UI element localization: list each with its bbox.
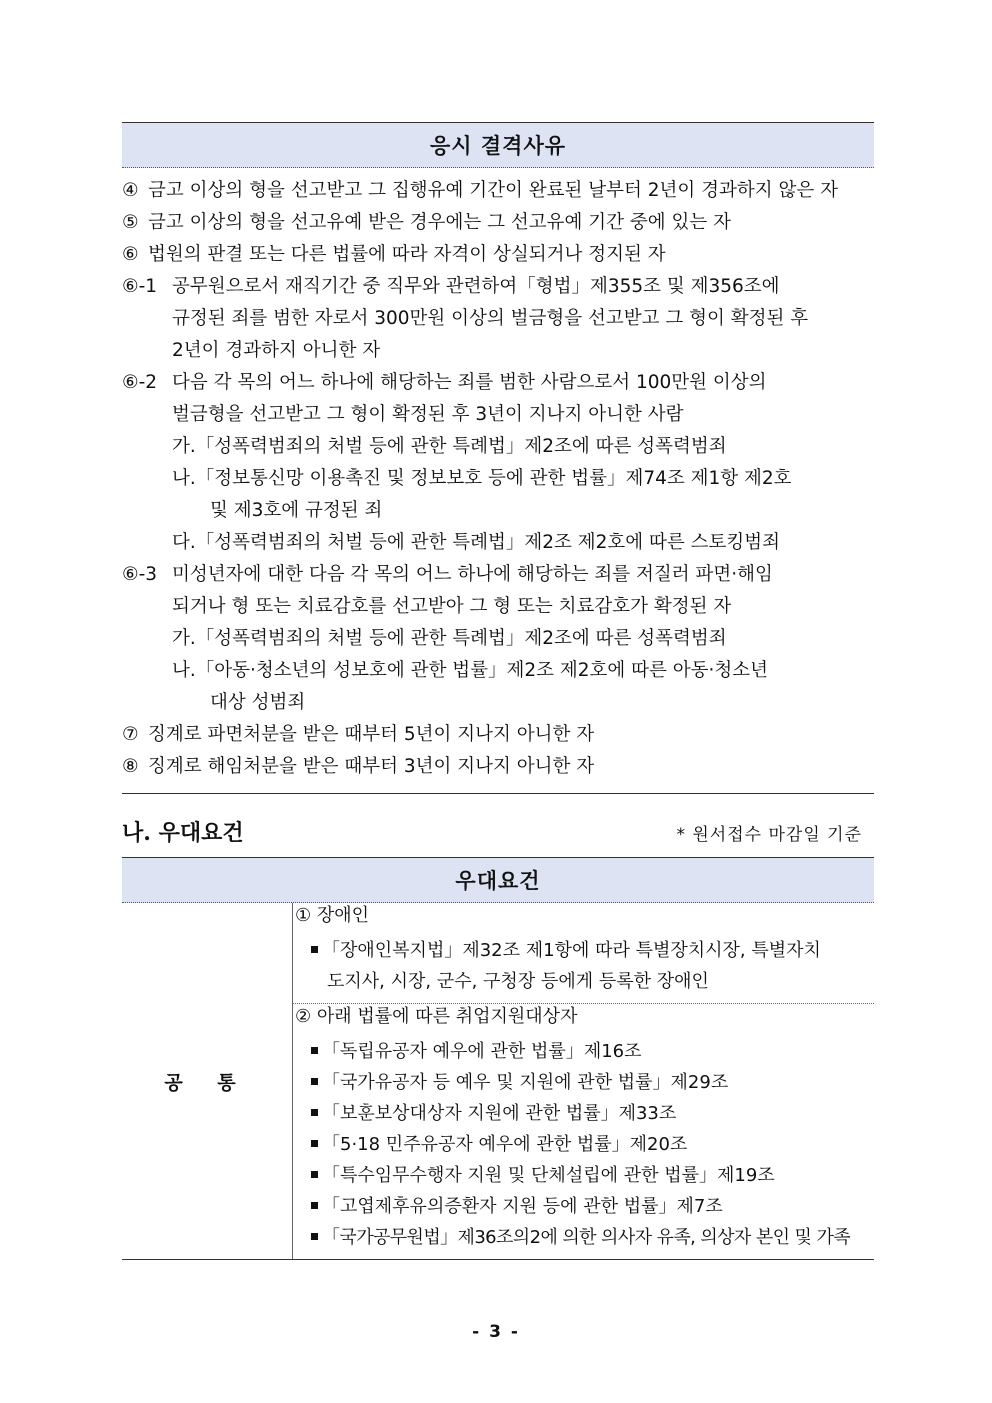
sub-item-text: 대상 성범죄 xyxy=(210,692,306,713)
sub-item-cont xyxy=(122,687,874,719)
sub-item-text: 가.「성폭력범죄의 처벌 등에 관한 특례법」제2조에 따른 성폭력범죄 xyxy=(172,628,727,649)
item-text: 미성년자에 대한 다음 각 목의 어느 하나에 해당하는 죄를 저질러 파면·해임 xyxy=(172,564,773,585)
item-number: ⑥-1 xyxy=(122,276,158,297)
preference-row xyxy=(122,903,874,1260)
item-text: 공무원으로서 재직기간 중 직무와 관련하여「형법」제355조 및 제356조에 xyxy=(172,276,780,297)
sub-item-text: 가.「성폭력범죄의 처벌 등에 관한 특례법」제2조에 따른 성폭력범죄 xyxy=(172,436,727,457)
bullet-text: 「국가공무원법」제36조의2에 의한 의사자 유족, 의상자 본인 및 가족 xyxy=(322,1227,851,1248)
bullet-text: 「국가유공자 등 예우 및 지원에 관한 법률」제29조 xyxy=(322,1072,729,1093)
bullet-text: 「고엽제후유의증환자 지원 등에 관한 법률」제7조 xyxy=(322,1196,723,1217)
bullet-item xyxy=(295,935,874,966)
sub-item-text: 및 제3호에 규정된 죄 xyxy=(210,500,383,521)
sub-item-text: 다.「성폭력범죄의 처벌 등에 관한 특례법」제2조 제2호에 따른 스토킹범죄 xyxy=(172,532,780,553)
sub-item xyxy=(122,463,874,495)
bullet-item xyxy=(295,1222,874,1253)
sub-item xyxy=(122,431,874,463)
item-text: 금고 이상의 형을 선고유예 받은 경우에는 그 선고유예 기간 중에 있는 자 xyxy=(148,212,731,233)
square-bullet-icon xyxy=(311,1109,318,1116)
disqualification-header: 응시 결격사유 xyxy=(122,122,874,168)
preference-section-heading xyxy=(122,812,874,848)
square-bullet-icon xyxy=(311,1140,318,1147)
sub-item-cont xyxy=(122,495,874,527)
item-6-1-cont xyxy=(122,335,874,367)
bullet-text: 「독립유공자 예우에 관한 법률」제16조 xyxy=(322,1041,642,1062)
disqualification-table xyxy=(122,122,874,794)
item-6-2 xyxy=(122,367,874,399)
item-7 xyxy=(122,719,874,751)
item-text: 벌금형을 선고받고 그 형이 확정된 후 3년이 지나지 아니한 사람 xyxy=(172,404,684,425)
bullet-text: 도지사, 시장, 군수, 구청장 등에게 등록한 장애인 xyxy=(327,971,709,992)
item-number: ⑦ xyxy=(122,724,139,745)
item-6-3-cont xyxy=(122,591,874,623)
item-8 xyxy=(122,751,874,783)
bullet-item xyxy=(295,1160,874,1191)
section-note: * 원서접수 마감일 기준 xyxy=(676,825,862,845)
bullet-item xyxy=(295,1191,874,1222)
sub-item-text: 나.「아동·청소년의 성보호에 관한 법률」제2조 제2호에 따른 아동·청소년 xyxy=(172,660,768,681)
item-text: 금고 이상의 형을 선고받고 그 집행유예 기간이 완료된 날부터 2년이 경과하지 않은 자 xyxy=(148,180,838,201)
item-6-3 xyxy=(122,559,874,591)
bullet-item xyxy=(295,1067,874,1098)
item-4 xyxy=(122,175,874,207)
square-bullet-icon xyxy=(311,1047,318,1054)
sub-item xyxy=(122,527,874,559)
item-number: ⑥-3 xyxy=(122,564,158,585)
bullet-item xyxy=(295,1036,874,1067)
item-6-1 xyxy=(122,271,874,303)
square-bullet-icon xyxy=(311,1171,318,1178)
item-text: 징계로 파면처분을 받은 때부터 5년이 지나지 아니한 자 xyxy=(148,724,595,745)
row-label: 공 통 xyxy=(122,903,293,1259)
item-number: ⑧ xyxy=(122,756,139,777)
square-bullet-icon xyxy=(311,1078,318,1085)
block-head: ② 아래 법률에 따른 취업지원대상자 xyxy=(295,1006,578,1027)
sub-item-text: 나.「정보통신망 이용촉진 및 정보보호 등에 관한 법률」제74조 제1항 제2호 xyxy=(172,468,792,489)
item-text: 다음 각 목의 어느 하나에 해당하는 죄를 범한 사람으로서 100만원 이상의 xyxy=(172,372,767,393)
bullet-text: 「장애인복지법」제32조 제1항에 따라 특별장치시장, 특별자치 xyxy=(322,940,821,961)
item-5 xyxy=(122,207,874,239)
sub-item xyxy=(122,655,874,687)
bullet-text: 「특수임무수행자 지원 및 단체설립에 관한 법률」제19조 xyxy=(322,1165,775,1186)
bullet-text: 「5·18 민주유공자 예우에 관한 법률」제20조 xyxy=(322,1134,688,1155)
item-text: 2년이 경과하지 아니한 자 xyxy=(172,340,381,361)
bullet-item xyxy=(295,1098,874,1129)
item-6 xyxy=(122,239,874,271)
section-title: 나. 우대요건 xyxy=(122,820,244,846)
item-number: ⑥ xyxy=(122,244,139,265)
item-6-2-cont xyxy=(122,399,874,431)
bullet-item xyxy=(295,1129,874,1160)
preference-table xyxy=(122,857,874,1260)
item-number: ⑥-2 xyxy=(122,372,158,393)
item-text: 징계로 해임처분을 받은 때부터 3년이 지나지 아니한 자 xyxy=(148,756,595,777)
item-6-1-cont xyxy=(122,303,874,335)
item-number: ④ xyxy=(122,180,139,201)
disabled-block xyxy=(293,903,874,1003)
employment-support-block xyxy=(293,1003,874,1259)
block-head: ① 장애인 xyxy=(295,905,370,926)
square-bullet-icon xyxy=(311,1233,318,1240)
bullet-item-cont xyxy=(295,966,874,997)
item-text: 법원의 판결 또는 다른 법률에 따라 자격이 상실되거나 정지된 자 xyxy=(148,244,666,265)
item-text: 규정된 죄를 범한 자로서 300만원 이상의 벌금형을 선고받고 그 형이 확정된 후 xyxy=(172,308,809,329)
disqualification-body xyxy=(122,168,874,794)
square-bullet-icon xyxy=(311,1202,318,1209)
item-number: ⑤ xyxy=(122,212,139,233)
sub-item xyxy=(122,623,874,655)
bullet-text: 「보훈보상대상자 지원에 관한 법률」제33조 xyxy=(322,1103,677,1124)
page-number: - 3 - xyxy=(472,1322,520,1342)
item-text: 되거나 형 또는 치료감호를 선고받아 그 형 또는 치료감호가 확정된 자 xyxy=(172,596,732,617)
preference-header: 우대요건 xyxy=(122,857,874,903)
square-bullet-icon xyxy=(311,946,318,953)
row-content xyxy=(293,903,874,1259)
